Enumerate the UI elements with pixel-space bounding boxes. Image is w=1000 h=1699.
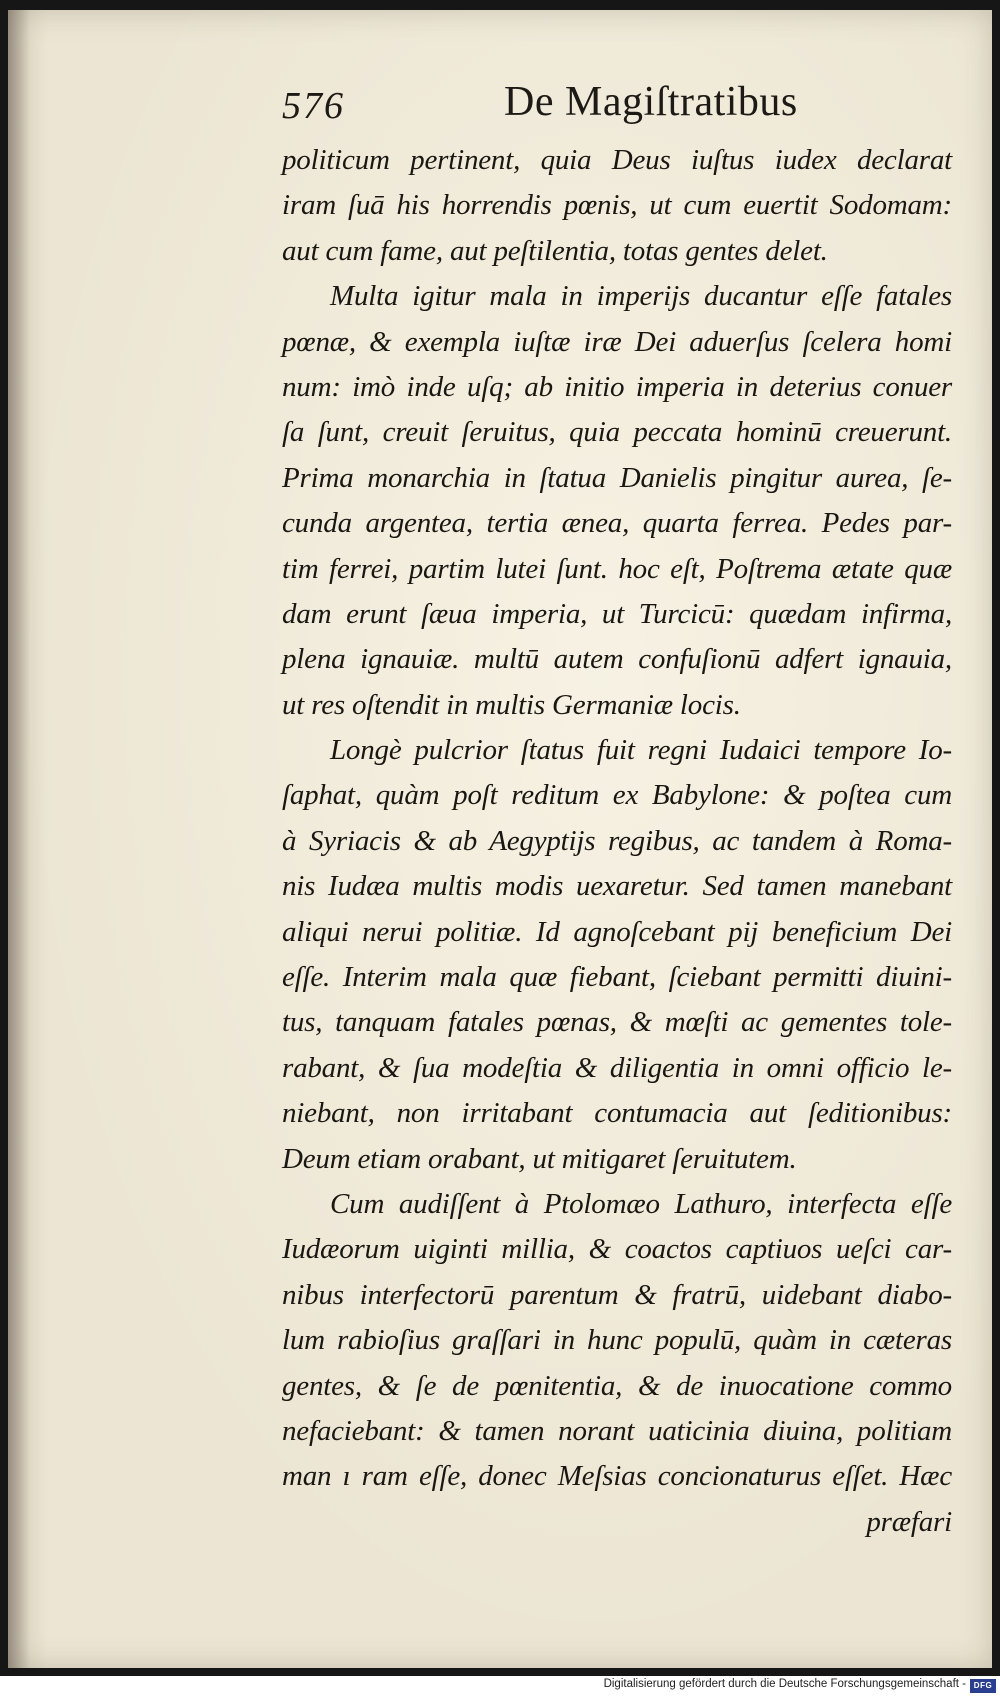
digitization-footer <box>0 1676 1000 1699</box>
text-line: à Syriacis & ab Aegyptijs regibus, ac tandem à Roma- <box>282 824 952 857</box>
gutter-shadow <box>8 10 30 1668</box>
text-line: niebant, non irritabant contumacia aut ſeditionibus: <box>282 1097 952 1130</box>
text-line: nis Iudæa multis modis uexaretur. Sed tamen manebant <box>282 870 952 903</box>
text-line: Deum etiam orabant, ut mitigaret ſeruitutem. <box>282 1142 797 1175</box>
text-line: rabant, & ſua modeſtia & diligentia in omni officio le- <box>282 1051 952 1084</box>
paragraph-first-line: Multa igitur mala in imperijs ducantur eſſe fatales <box>330 280 952 313</box>
text-line: nibus interfectorū parentum & fratrū, uidebant diabo- <box>282 1278 952 1311</box>
page-number: 576 <box>282 85 345 127</box>
running-title: De Magiſtratibus <box>504 79 798 125</box>
text-line: nefaciebant: & tamen norant uaticinia diuina, politiam <box>282 1414 952 1447</box>
text-line: gentes, & ſe de pœnitentia, & de inuocatione commo <box>282 1369 952 1402</box>
catchword: præfari <box>866 1505 952 1538</box>
text-line: tus, tanquam fatales pœnas, & mœſti ac gementes tole- <box>282 1006 952 1039</box>
text-line: pœnæ, & exempla iuſtæ iræ Dei aduerſus ſcelera homi <box>282 325 952 358</box>
dfg-logo[interactable]: DFG <box>970 1679 996 1693</box>
text-line: lum rabioſius graſſari in hunc populū, quàm in cæteras <box>282 1324 952 1357</box>
text-line: tim ferrei, partim lutei ſunt. hoc eſt, Poſtrema ætate quæ <box>282 552 952 585</box>
text-line: iram ſuā his horrendis pœnis, ut cum euertit Sodomam: <box>282 189 952 222</box>
text-line: politicum pertinent, quia Deus iuſtus iudex declarat <box>282 144 952 176</box>
text-line: ut res oſtendit in multis Germaniæ locis. <box>282 688 741 721</box>
text-line: num: imò inde uſq; ab initio imperia in deterius conuer <box>282 370 952 403</box>
text-line: aut cum fame, aut peſtilentia, totas gentes delet. <box>282 234 828 267</box>
body-text <box>282 138 952 1545</box>
paragraph-first-line: Longè pulcrior ſtatus fuit regni Iudaici tempore Io- <box>330 734 952 767</box>
text-line: man ı ram eſſe, donec Meſsias concionaturus eſſet. Hæc <box>282 1460 952 1493</box>
text-line: Iudæorum uiginti millia, & coactos captiuos ueſci car- <box>282 1233 952 1266</box>
text-line: ſa ſunt, creuit ſeruitus, quia peccata hominū creuerunt. <box>282 416 952 449</box>
dfg-credit-text: Digitalisierung gefördert durch die Deutsche Forschungsgemeinschaft - <box>603 1678 966 1690</box>
text-line: plena ignauiæ. multū autem confuſionū adfert ignauia, <box>282 643 952 676</box>
text-line: Prima monarchia in ſtatua Danielis pingitur aurea, ſe- <box>282 461 952 494</box>
running-head <box>282 78 822 134</box>
text-line: dam erunt ſæua imperia, ut Turcicū: quædam infirma, <box>282 597 952 630</box>
text-line: eſſe. Interim mala quæ fiebant, ſciebant permitti diuini- <box>282 961 952 994</box>
text-line: ſaphat, quàm poſt reditum ex Babylone: & poſtea cum <box>282 779 952 812</box>
text-line: cunda argentea, tertia ænea, quarta ferrea. Pedes par- <box>282 507 952 540</box>
paragraph-first-line: Cum audiſſent à Ptolomæo Lathuro, interfecta eſſe <box>330 1187 952 1220</box>
text-line: aliqui nerui politiæ. Id agnoſcebant pij beneficium Dei <box>282 915 952 948</box>
